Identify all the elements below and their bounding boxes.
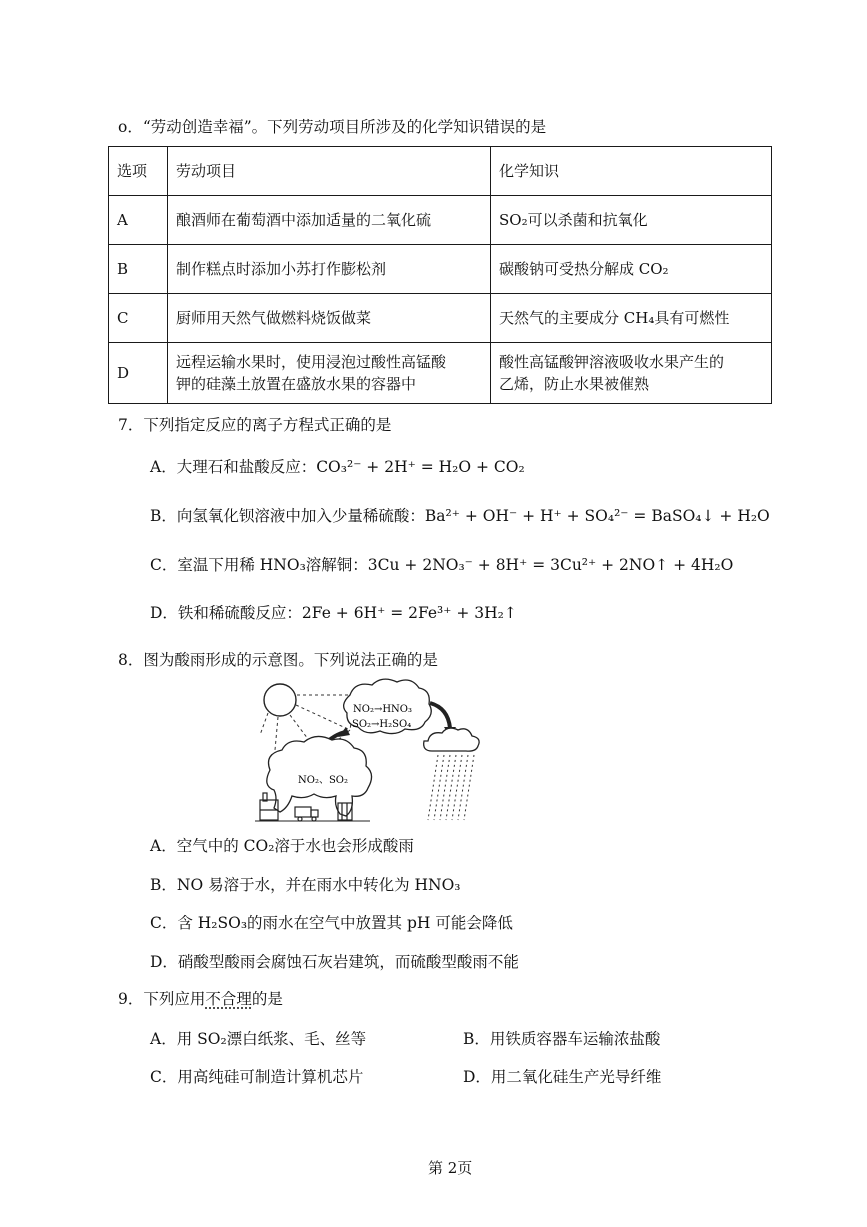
q8-option-d: D．硝酸型酸雨会腐蚀石灰岩建筑，而硫酸型酸雨不能	[150, 953, 519, 971]
q9-stem	[118, 989, 283, 1009]
table-row	[109, 196, 772, 245]
header-knowledge: 化学知识	[491, 147, 772, 196]
upper-cloud	[344, 679, 432, 733]
q9-option-d: D．用二氧化硅生产光导纤维	[463, 1068, 662, 1086]
row-option: A	[109, 196, 168, 245]
q9-option-c: C．用高纯硅可制造计算机芯片	[150, 1068, 364, 1086]
q6-stem: o．“劳动创造幸福”。下列劳动项目所涉及的化学知识错误的是	[118, 118, 547, 136]
row-option: C	[109, 294, 168, 343]
reaction-no2-label: NO₂→HNO₃	[353, 704, 413, 715]
row-knowledge	[491, 343, 772, 404]
row-labor-line: 远程运输水果时，使用浸泡过酸性高锰酸	[176, 353, 447, 371]
q9-stem-prefix: 9．下列应用	[118, 990, 206, 1008]
row-labor: 制作糕点时添加小苏打作膨松剂	[168, 245, 491, 294]
q6-table	[108, 146, 772, 404]
row-labor-line: 钾的硅藻土放置在盛放水果的容器中	[176, 375, 417, 393]
row-knowledge-line: 酸性高锰酸钾溶液吸收水果产生的	[499, 353, 725, 371]
pollutant-label: NO₂、SO₂	[298, 775, 349, 786]
sun-icon	[264, 684, 296, 716]
q7-stem: 7．下列指定反应的离子方程式正确的是	[118, 416, 392, 434]
q9-stem-suffix: 的是	[251, 990, 283, 1008]
q7-option-b: B．向氢氧化钡溶液中加入少量稀硫酸：Ba²⁺ + OH⁻ + H⁺ + SO₄²⁻ = BaSO₄↓ + H₂O	[150, 507, 770, 525]
rain-cloud	[424, 728, 479, 751]
q9-option-b: B．用铁质容器车运输浓盐酸	[463, 1030, 661, 1048]
acid-rain-diagram	[250, 675, 490, 825]
q7-option-a: A．大理石和盐酸反应：CO₃²⁻ + 2H⁺ = H₂O + CO₂	[150, 458, 525, 476]
q9-stem-emphasis: 不合理	[205, 990, 252, 1008]
table-row	[109, 343, 772, 404]
row-knowledge: 天然气的主要成分 CH₄具有可燃性	[491, 294, 772, 343]
rain-streaks	[428, 755, 474, 820]
header-labor: 劳动项目	[168, 147, 491, 196]
q9-option-a: A．用 SO₂漂白纸浆、毛、丝等	[150, 1030, 367, 1048]
row-option: D	[109, 343, 168, 404]
q7-option-d: D．铁和稀硫酸反应：2Fe + 6H⁺ = 2Fe³⁺ + 3H₂↑	[150, 604, 517, 622]
q8-option-c: C．含 H₂SO₃的雨水在空气中放置其 pH 可能会降低	[150, 914, 513, 932]
row-option: B	[109, 245, 168, 294]
table-row	[109, 245, 772, 294]
table-header-row	[109, 147, 772, 196]
row-labor: 厨师用天然气做燃料烧饭做菜	[168, 294, 491, 343]
smoke-cloud	[267, 736, 372, 816]
row-knowledge: 碳酸钠可受热分解成 CO₂	[491, 245, 772, 294]
q7-option-c: C．室温下用稀 HNO₃溶解铜：3Cu + 2NO₃⁻ + 8H⁺ = 3Cu²⁺ + 2NO↑ + 4H₂O	[150, 556, 734, 574]
row-knowledge: SO₂可以杀菌和抗氧化	[491, 196, 772, 245]
header-option: 选项	[109, 147, 168, 196]
q8-stem: 8．图为酸雨形成的示意图。下列说法正确的是	[118, 651, 438, 669]
row-labor: 酿酒师在葡萄酒中添加适量的二氧化硫	[168, 196, 491, 245]
row-labor	[168, 343, 491, 404]
q8-option-b: B．NO 易溶于水，并在雨水中转化为 HNO₃	[150, 876, 461, 894]
reaction-so2-label: SO₂→H₂SO₄	[352, 719, 412, 730]
q8-option-a: A．空气中的 CO₂溶于水也会形成酸雨	[150, 837, 414, 855]
table-row	[109, 294, 772, 343]
row-knowledge-line: 乙烯，防止水果被催熟	[499, 375, 650, 393]
page-number: 第 2页	[428, 1159, 473, 1177]
truck-icon	[295, 807, 318, 821]
